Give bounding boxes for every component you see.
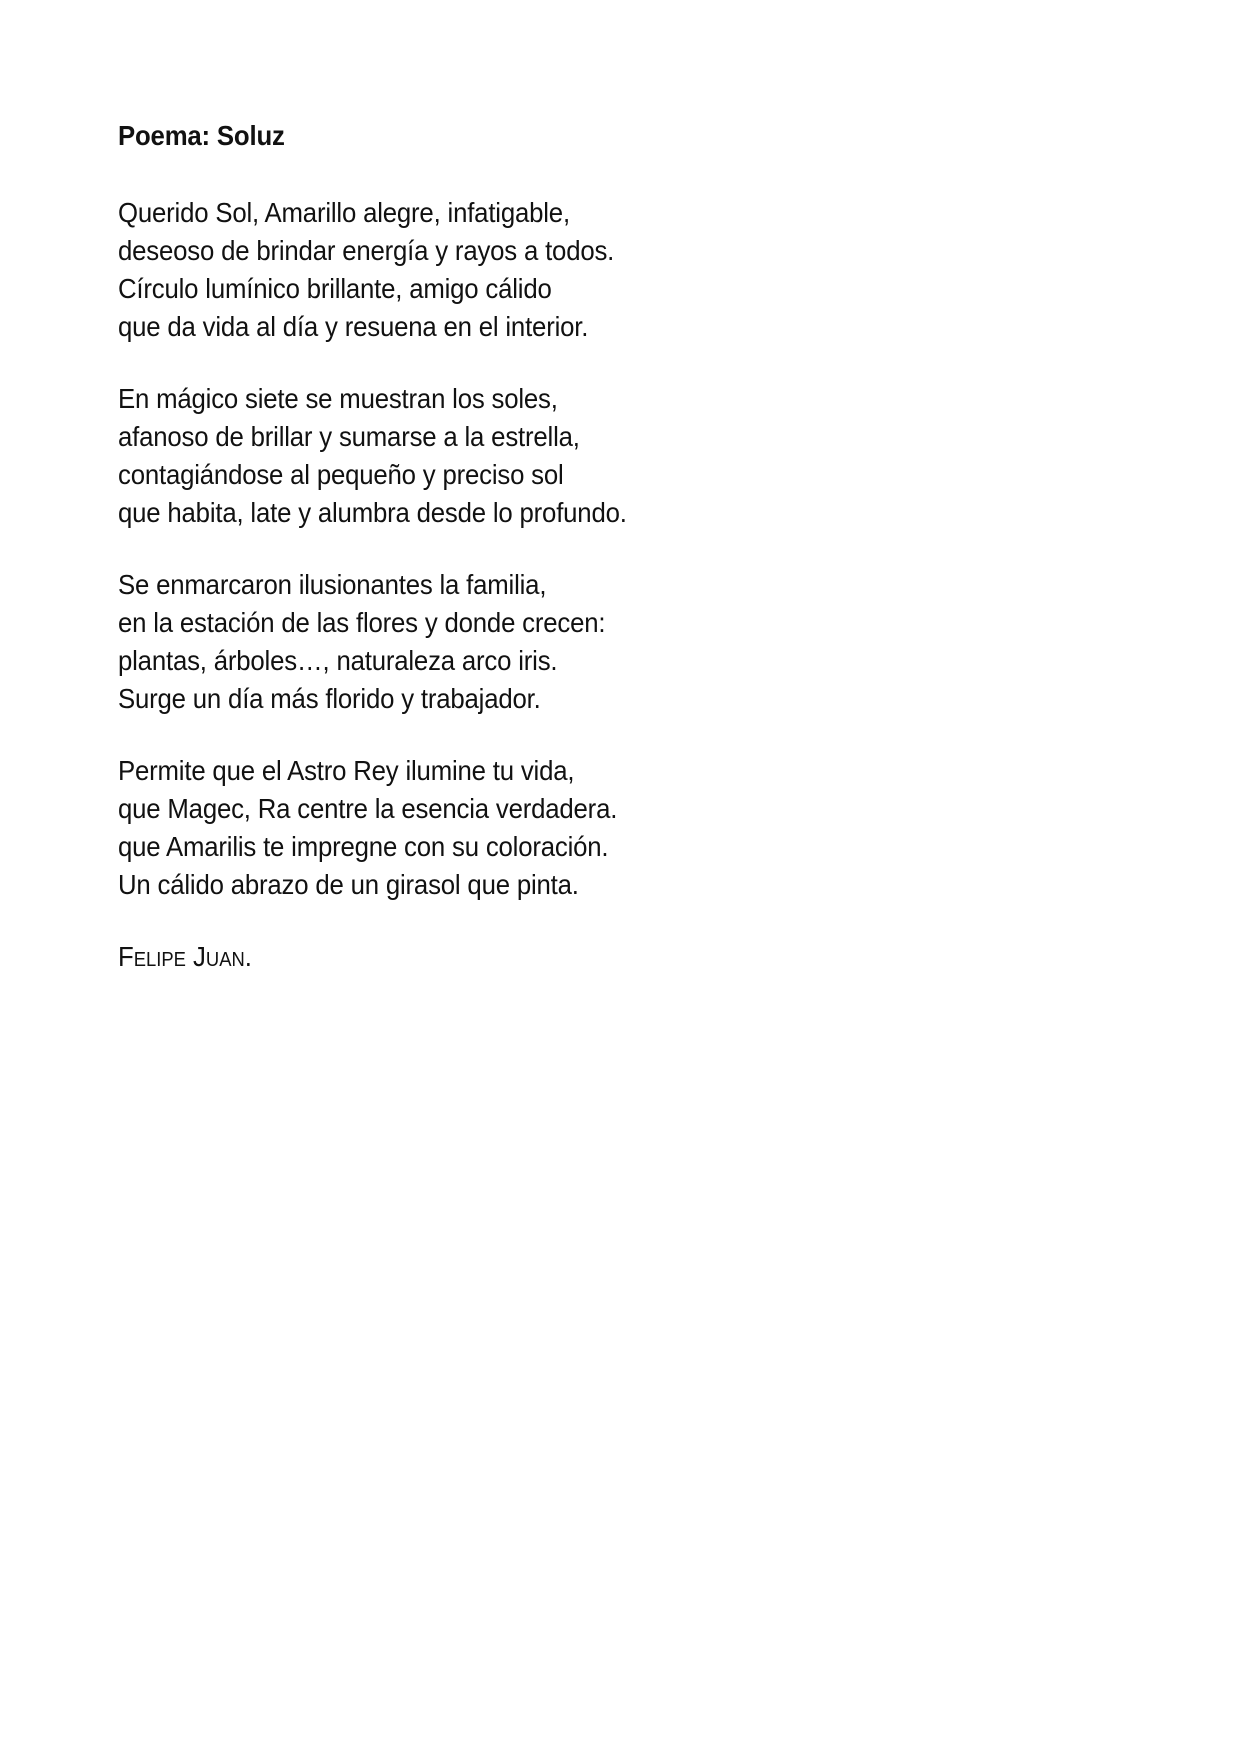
verse-line: que Amarilis te impregne con su coloración. [118,831,609,862]
poem-title: Poema: Soluz [118,120,285,151]
verse-line: En mágico siete se muestran los soles, [118,383,558,414]
verse-line: Círculo lumínico brillante, amigo cálido [118,273,552,304]
verse-line: Surge un día más florido y trabajador. [118,683,541,714]
verse-line: que habita, late y alumbra desde lo profundo. [118,497,627,528]
verse-line: Querido Sol, Amarillo alegre, infatigable, [118,197,570,228]
stanza-2 [118,380,1018,532]
stanza-3 [118,566,1018,718]
verse-line: que Magec, Ra centre la esencia verdadera. [118,793,618,824]
verse-line: Se enmarcaron ilusionantes la familia, [118,569,547,600]
poem [118,118,1018,976]
verse-line: deseoso de brindar energía y rayos a todos. [118,235,615,266]
verse-line: Permite que el Astro Rey ilumine tu vida, [118,755,575,786]
author-signature: Felipe Juan. [118,941,252,972]
stanza-1 [118,194,1018,346]
verse-line: Un cálido abrazo de un girasol que pinta. [118,869,579,900]
verse-line: afanoso de brillar y sumarse a la estrella, [118,421,580,452]
verse-line: que da vida al día y resuena en el interior. [118,311,589,342]
verse-line: contagiándose al pequeño y preciso sol [118,459,564,490]
stanza-4 [118,752,1018,904]
verse-line: en la estación de las flores y donde crecen: [118,607,606,638]
verse-line: plantas, árboles…, naturaleza arco iris. [118,645,558,676]
